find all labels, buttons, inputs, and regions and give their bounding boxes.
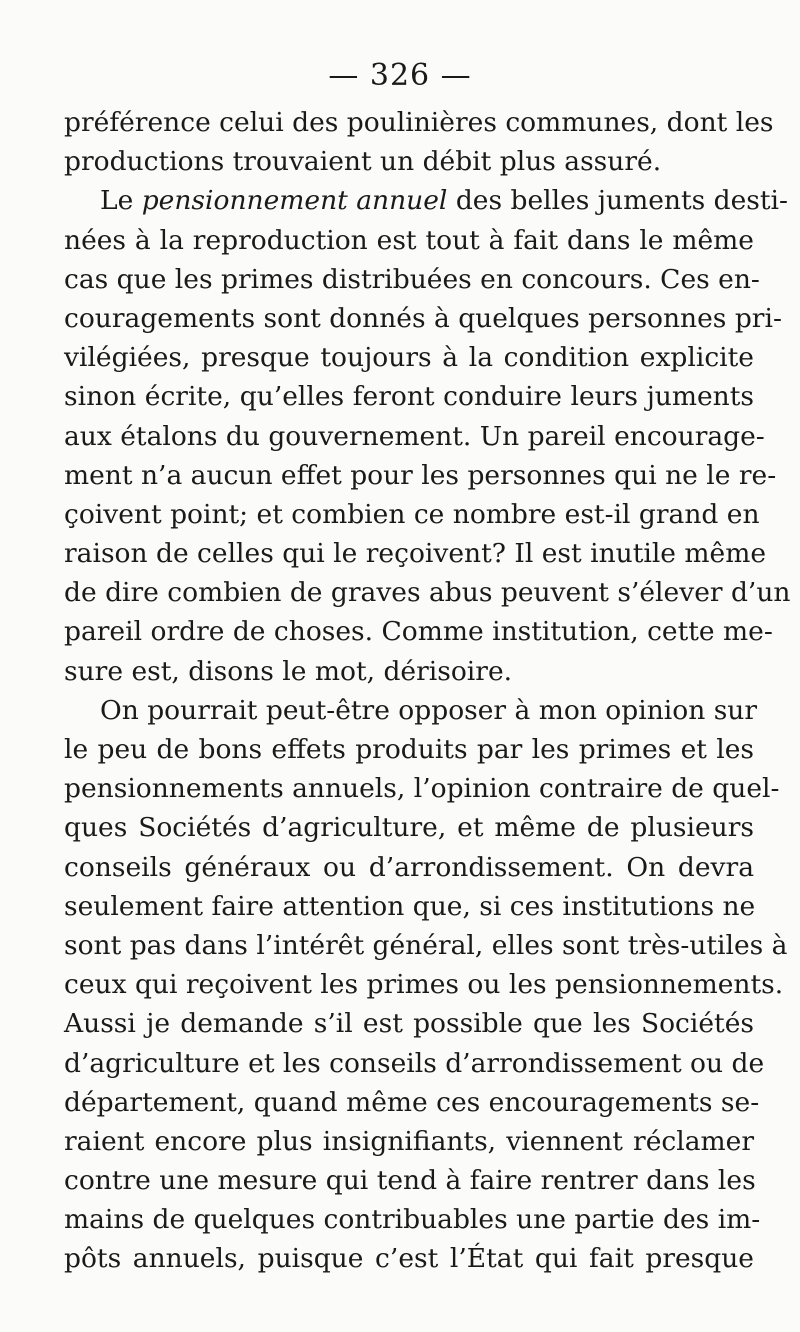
text-line: pôts annuels, puisque c’est l’État qui fait presque (64, 1243, 754, 1275)
text-line: sinon écrite, qu’elles feront conduire leurs juments (64, 381, 754, 413)
text-line: Aussi je demande s’il est possible que les Sociétés (64, 1008, 754, 1040)
text-line: mains de quelques contribuables une partie des im- (64, 1204, 761, 1236)
text-line: raison de celles qui le reçoivent? Il est inutile même (64, 538, 767, 570)
text-line: département, quand même ces encouragements se- (64, 1086, 760, 1118)
text-line: raient encore plus insignifiants, viennent réclamer (64, 1125, 754, 1157)
text-line: de dire combien de graves abus peuvent s’élever d’un (64, 577, 791, 609)
italic-term: pensionnement annuel (141, 185, 448, 217)
text-line: vilégiées, presque toujours à la condition explicite (64, 342, 754, 374)
text-line: contre une mesure qui tend à faire rentrer dans les (64, 1165, 756, 1197)
text-line: nées à la reproduction est tout à fait dans le même (64, 224, 754, 256)
text-line: le peu de bons effets produits par les primes et les (64, 734, 754, 765)
line-space (447, 185, 455, 216)
text-line: d’agriculture et les conseils d’arrondissement ou de (64, 1047, 765, 1079)
text-line: cas que les primes distribuées en concours. Ces en- (64, 263, 760, 295)
body-text (64, 103, 791, 1279)
page-number: — 326 — (328, 58, 472, 93)
text-line: ques Sociétés d’agriculture, et même de plusieurs (64, 812, 754, 844)
text-line: seulement faire attention que, si ces institutions ne (64, 890, 756, 922)
text-line: couragements sont donnés à quelques personnes pri- (64, 302, 782, 334)
line-rest: des belles juments desti- (455, 185, 788, 217)
text-line: çoivent point; et combien ce nombre est-il grand en (64, 498, 760, 530)
text-line-with-italic (64, 181, 788, 220)
text-line: sont pas dans l’intérêt général, elles sont très-utiles à (64, 929, 788, 961)
text-line: aux étalons du gouvernement. Un pareil encourage- (64, 420, 765, 452)
text-line: sure est, disons le mot, dérisoire. (64, 655, 513, 687)
line-prefix: Le (100, 185, 142, 217)
text-line: ment n’a aucun effet pour les personnes qui ne le re- (64, 459, 777, 491)
text-line: pensionnements annuels, l’opinion contraire de quel- (64, 773, 780, 805)
text-line: pareil ordre de choses. Comme institution, cette me- (64, 616, 773, 648)
text-line: ceux qui reçoivent les primes ou les pensionnements. (64, 969, 784, 1001)
text-line: productions trouvaient un débit plus assuré. (64, 146, 662, 178)
text-line: On pourrait peut-être opposer à mon opinion sur (100, 694, 758, 726)
text-line: conseils généraux ou d’arrondissement. On devra (64, 851, 754, 883)
text-line: préférence celui des poulinières communes, dont les (64, 107, 774, 138)
